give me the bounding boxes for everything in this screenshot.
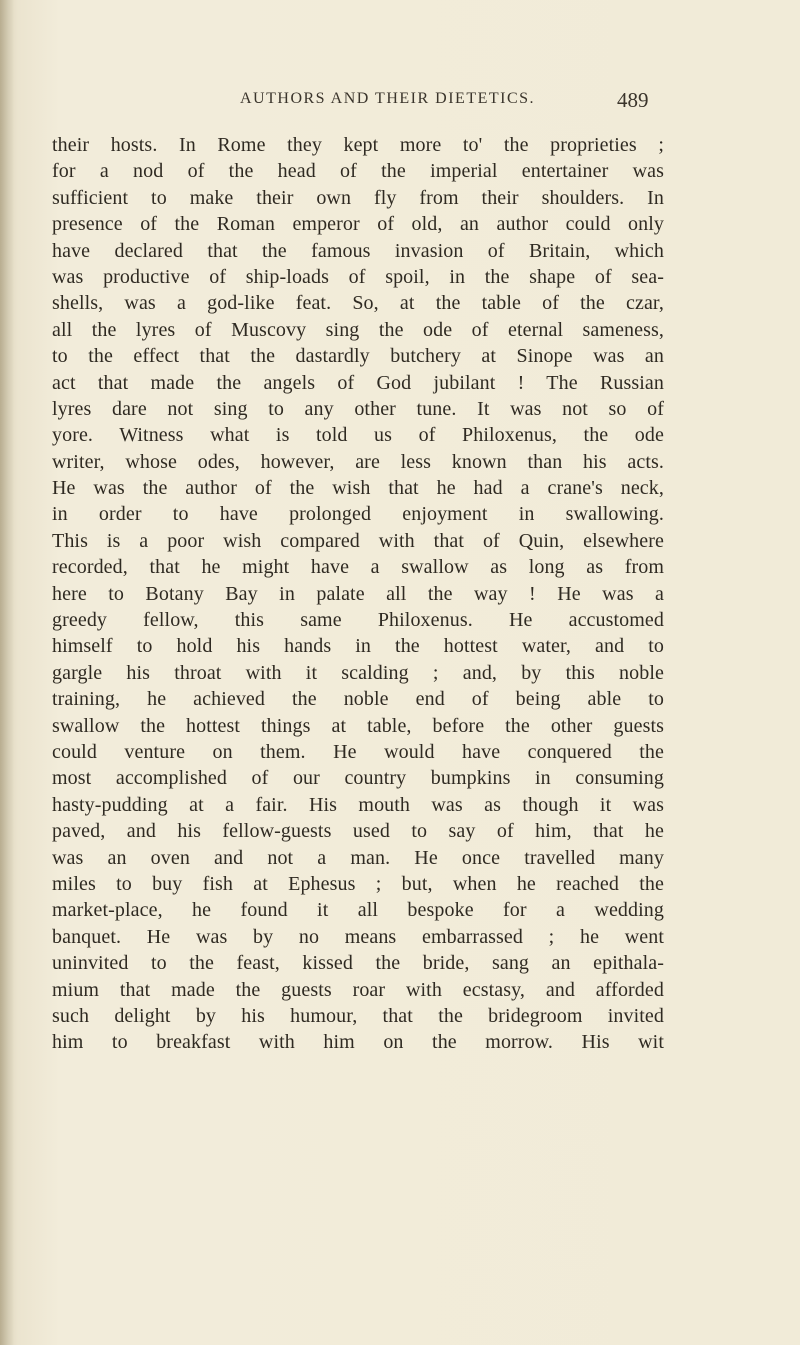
running-head-title: AUTHORS AND THEIR DIETETICS. <box>240 90 536 107</box>
text-line: such delight by his humour, that the bridegroom invited <box>52 1004 664 1027</box>
text-line: hasty-pudding at a fair. His mouth was as though it was <box>52 793 664 816</box>
text-line: could venture on them. He would have conquered the <box>52 740 664 763</box>
text-line: training, he achieved the noble end of being able to <box>52 688 664 711</box>
text-line: him to breakfast with him on the morrow. His wit <box>52 1031 664 1054</box>
text-line: was an oven and not a man. He once travelled many <box>52 846 664 869</box>
text-line: for a nod of the head of the imperial entertainer was <box>52 160 664 183</box>
text-line: swallow the hottest things at table, before the other guests <box>52 714 664 737</box>
text-line: This is a poor wish compared with that of Quin, elsewhere <box>52 529 664 552</box>
text-line: most accomplished of our country bumpkins in consuming <box>52 767 664 790</box>
text-line: here to Botany Bay in palate all the way ! He was a <box>52 582 664 605</box>
text-line: in order to have prolonged enjoyment in swallowing. <box>52 503 664 526</box>
page-number: 489 <box>617 88 649 112</box>
text-line: yore. Witness what is told us of Philoxenus, the ode <box>52 424 664 447</box>
text-line: paved, and his fellow-guests used to say of him, that he <box>52 820 664 843</box>
text-line: recorded, that he might have a swallow as long as from <box>52 556 664 579</box>
text-line: their hosts. In Rome they kept more to' the proprieties ; <box>52 134 664 156</box>
binding-edge <box>0 0 14 1345</box>
text-line: mium that made the guests roar with ecstasy, and afforded <box>52 978 664 1001</box>
text-line: sufficient to make their own fly from their shoulders. In <box>52 186 664 209</box>
text-line: greedy fellow, this same Philoxenus. He accustomed <box>52 609 664 632</box>
text-line: have declared that the famous invasion of Britain, which <box>52 239 664 262</box>
text-line: shells, was a god-like feat. So, at the table of the czar, <box>52 292 664 315</box>
text-line: presence of the Roman emperor of old, an author could only <box>52 213 664 236</box>
text-line: writer, whose odes, however, are less known than his acts. <box>52 450 664 473</box>
text-line: banquet. He was by no means embarrassed ; he went <box>52 925 664 948</box>
text-line: himself to hold his hands in the hottest water, and to <box>52 635 664 658</box>
text-line: was productive of ship-loads of spoil, in the shape of sea- <box>52 265 664 288</box>
text-line: miles to buy fish at Ephesus ; but, when he reached the <box>52 872 664 895</box>
body-text <box>52 132 664 1056</box>
text-line: market-place, he found it all bespoke for a wedding <box>52 899 664 922</box>
text-line: all the lyres of Muscovy sing the ode of eternal sameness, <box>52 318 664 341</box>
running-head <box>0 88 800 118</box>
text-line: lyres dare not sing to any other tune. It was not so of <box>52 397 664 420</box>
text-line: act that made the angels of God jubilant ! The Russian <box>52 371 664 394</box>
text-line: He was the author of the wish that he had a crane's neck, <box>52 477 664 500</box>
text-line: gargle his throat with it scalding ; and, by this noble <box>52 661 664 684</box>
text-line: uninvited to the feast, kissed the bride, sang an epithala- <box>52 952 664 975</box>
text-line: to the effect that the dastardly butchery at Sinope was an <box>52 345 664 368</box>
